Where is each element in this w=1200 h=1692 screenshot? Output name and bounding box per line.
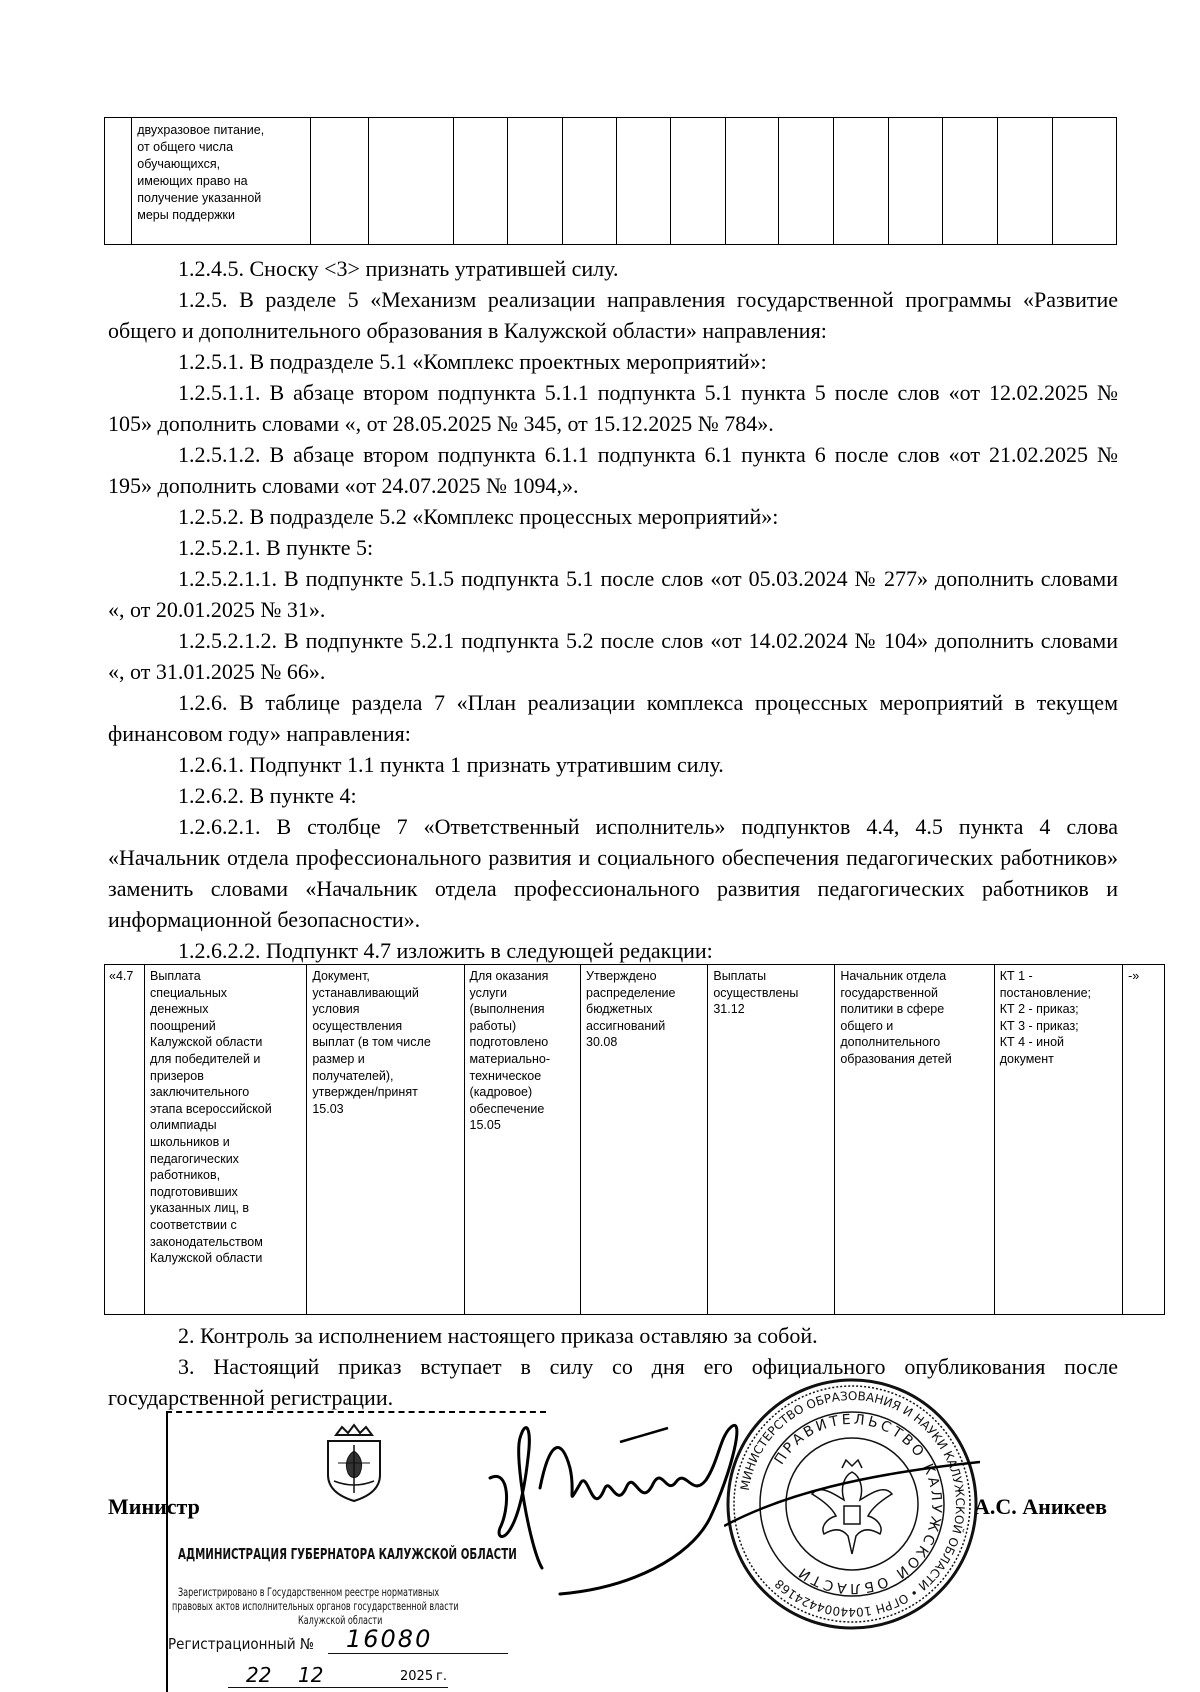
cell-line: подготовивших [150,1184,238,1199]
cell-line: распределение [586,985,676,1000]
cell-line: Калужской области [150,1035,263,1050]
paragraph-3: 3. Настоящий приказ вступает в силу со дня его официального опубликования после государственной регистрации. [108,1354,1118,1410]
row-cell-control-points [994,965,1122,1315]
eagle-emblem-icon [812,1460,892,1554]
cell-line: Начальник отдела [840,969,947,983]
cell-line: специальных [150,985,228,1000]
cell-line: размер и [312,1051,365,1066]
cell-line: получение указанной [137,191,262,205]
cell-line: материально- [469,1051,551,1066]
cell-line: Для оказания [469,969,549,983]
row-number: «4.7 [109,969,134,983]
paragraph-1-2-5-2-1-2: 1.2.5.2.1.2. В подпункте 5.2.1 подпункта 5.2 после слов «от 14.02.2024 № 104» дополнить словами «, от 31.01.2025 № 66». [108,628,1118,684]
paragraph-1-2-5-2-1: 1.2.5.2.1. В пункте 5: [178,535,374,560]
stamp-line-3: Калужской области [298,1613,383,1627]
cell-line: олимпиады [150,1118,217,1133]
top-table-cell [942,118,997,245]
stamp-line-2: правовых актов исполнительных органов государственной власти [172,1599,459,1613]
top-table-cell [369,118,454,245]
cell-line: 15.05 [469,1118,501,1133]
cell-line: денежных [150,1002,209,1017]
cell-line: соответствии с [150,1217,237,1232]
top-table-cell [833,118,888,245]
row-name-text [150,968,304,1267]
row-cell-service [464,965,581,1315]
cell-line: выплат (в том числе [312,1035,431,1050]
cell-line: имеющих право на [137,174,248,188]
top-table-cell [998,118,1053,245]
top-table-cell [453,118,508,245]
cell-line: Выплаты [713,969,767,983]
cell-line: общего и [840,1018,894,1033]
row-cell-payments [708,965,835,1315]
top-table-cell [105,118,132,245]
top-table [104,117,1117,245]
cell-line: обучающихся, [137,157,221,171]
cell-line: Утверждено [586,969,657,983]
cell-line: КТ 2 - приказ; [999,1002,1079,1017]
cell-line: обеспечение [469,1101,545,1116]
top-table-cell [889,118,943,245]
paragraph-1-2-6-2-2: 1.2.6.2.2. Подпункт 4.7 изложить в следующей редакции: [178,938,713,963]
paragraph-1-2-4-5: 1.2.4.5. Сноску <3> признать утратившей силу. [178,256,619,281]
paragraph-1-2-6-1: 1.2.6.1. Подпункт 1.1 пункта 1 признать утратившим силу. [178,752,724,777]
cell-line: работы) [469,1018,517,1033]
cell-line: от общего числа [137,140,234,154]
cell-line: КТ 1 - [999,969,1033,983]
top-table-cell [310,118,368,245]
row-end-quote: -» [1128,969,1140,983]
paragraph-1-2-6: 1.2.6. В таблице раздела 7 «План реализации комплекса процессных мероприятий в текущем финансовом году» направления: [108,690,1118,746]
signature-title: Министр [108,1494,200,1519]
stamp-date-month: 12 [298,1663,324,1687]
cell-line: педагогических [150,1151,239,1166]
top-table-cell [508,118,563,245]
top-table-cell [671,118,726,245]
cell-line: (выполнения [469,1002,545,1017]
top-table-text-cell [132,118,311,245]
top-table-cell [616,118,671,245]
row-4-7-table [104,964,1165,1315]
cell-line: Выплата [150,969,201,983]
cell-line: техническое [469,1068,542,1083]
stamp-line-1: Зарегистрировано в Государственном реестре нормативных [178,1585,440,1599]
cell-line: школьников и [150,1134,230,1149]
row-cell-end [1123,965,1165,1315]
cell-line: меры поддержки [137,208,235,222]
cell-line: для победителей и [150,1051,261,1066]
cell-line: заключительного [150,1085,250,1100]
cell-line: государственной [840,985,939,1000]
cell-line: 15.03 [312,1101,344,1116]
cell-line: законодательством [150,1234,263,1249]
stamp-date-line [228,1687,448,1688]
cell-line: поощрений [150,1018,216,1033]
cell-line: устанавливающий [312,985,419,1000]
cell-line: 30.08 [586,1035,618,1050]
paragraph-1-2-5: 1.2.5. В разделе 5 «Механизм реализации направления государственной программы «Развитие общего и дополнительного образования в Калужской области» направления: [108,287,1118,343]
cell-line: указанных лиц, в [150,1201,250,1216]
cell-line: получателей), [312,1068,394,1083]
cell-line: услуги [469,985,507,1000]
cell-line: Документ, [312,969,370,983]
top-table-cell [562,118,616,245]
stamp-date-day: 22 [246,1663,272,1687]
cell-line: документ [999,1051,1054,1066]
row-cell-responsible [835,965,994,1315]
stamp-reg-number: 16080 [346,1625,433,1653]
row-cell-number [105,965,145,1315]
cell-line: образования детей [840,1051,952,1066]
cell-line: Калужской области [150,1251,263,1266]
top-table-cell [779,118,834,245]
cell-line: двухразовое питание, [137,123,265,137]
cell-line: условия [312,1002,360,1017]
row-cell-document [307,965,464,1315]
cell-line: ассигнований [586,1018,666,1033]
seal-ring-text: ПРАВИТЕЛЬСТВО КАЛУЖСКОЙ ОБЛАСТИ [771,1411,945,1597]
cell-line: работников, [150,1168,221,1183]
signature-name: А.С. Аникеев [974,1494,1108,1519]
paragraph-1-2-5-2-1-1: 1.2.5.2.1.1. В подпункте 5.1.5 подпункта 5.1 после слов «от 05.03.2024 № 277» дополнить словами «, от 20.01.2025 № 31». [108,566,1118,622]
cell-line: утвержден/принят [312,1085,418,1100]
top-table-cell [725,118,779,245]
stamp-date-suffix: г. [436,1669,447,1684]
seal-outer-text: МИНИСТЕРСТВО ОБРАЗОВАНИЯ И НАУКИ КАЛУЖСКОЙ ОБЛАСТИ • ОГРН 1044004424168 [737,1388,968,1620]
cell-line: 31.12 [713,1002,745,1017]
cell-line: осуществлены [713,985,799,1000]
paragraph-1-2-6-2: 1.2.6.2. В пункте 4: [178,783,357,808]
cell-line: (кадровое) [469,1085,533,1100]
cell-line: КТ 4 - иной [999,1035,1065,1050]
stamp-reg-label: Регистрационный № [168,1635,315,1653]
cell-line: постановление; [999,985,1092,1000]
paragraph-1-2-5-1: 1.2.5.1. В подразделе 5.1 «Комплекс проектных мероприятий»: [178,349,767,374]
row-cell-name [145,965,307,1315]
paragraph-1-2-6-2-1: 1.2.6.2.1. В столбце 7 «Ответственный исполнитель» подпунктов 4.4, 4.5 пункта 4 слова «Начальник отдела профессионального развития и социального обеспечения педагогических работников» заменить словами «Начальник отдела профессионального развития педагогических работников и информационной безопасности». [108,814,1118,932]
official-seal-icon [724,1376,980,1632]
stamp-date-year: 2025 [400,1669,434,1684]
stamp-organization: АДМИНИСТРАЦИЯ ГУБЕРНАТОРА КАЛУЖСКОЙ ОБЛАСТИ [178,1545,517,1563]
cell-line: бюджетных [586,1002,653,1017]
cell-line: призеров [150,1068,204,1083]
paragraph-2: 2. Контроль за исполнением настоящего приказа оставляю за собой. [178,1323,818,1348]
cell-line: подготовлено [469,1035,549,1050]
cell-line: осуществления [312,1018,403,1033]
coat-of-arms-icon [318,1423,390,1503]
cell-line: КТ 3 - приказ; [999,1018,1079,1033]
cell-line: этапа всероссийской [150,1101,272,1116]
paragraph-1-2-5-1-1: 1.2.5.1.1. В абзаце втором подпункта 5.1.1 подпункта 5.1 пункта 5 после слов «от 12.02.2025 № 105» дополнить словами «, от 28.05.2025 № 345, от 15.12.2025 № 784». [108,380,1118,436]
paragraph-1-2-5-1-2: 1.2.5.1.2. В абзаце втором подпункта 6.1.1 подпункта 6.1 пункта 6 после слов «от 21.02.2025 № 195» дополнить словами «от 24.07.2025 № 1094,». [108,442,1118,498]
row-cell-budget [581,965,708,1315]
top-table-cell [1052,118,1116,245]
paragraph-1-2-5-2: 1.2.5.2. В подразделе 5.2 «Комплекс процессных мероприятий»: [178,504,779,529]
cell-line: дополнительного [840,1035,941,1050]
cell-line: политики в сфере [840,1002,945,1017]
